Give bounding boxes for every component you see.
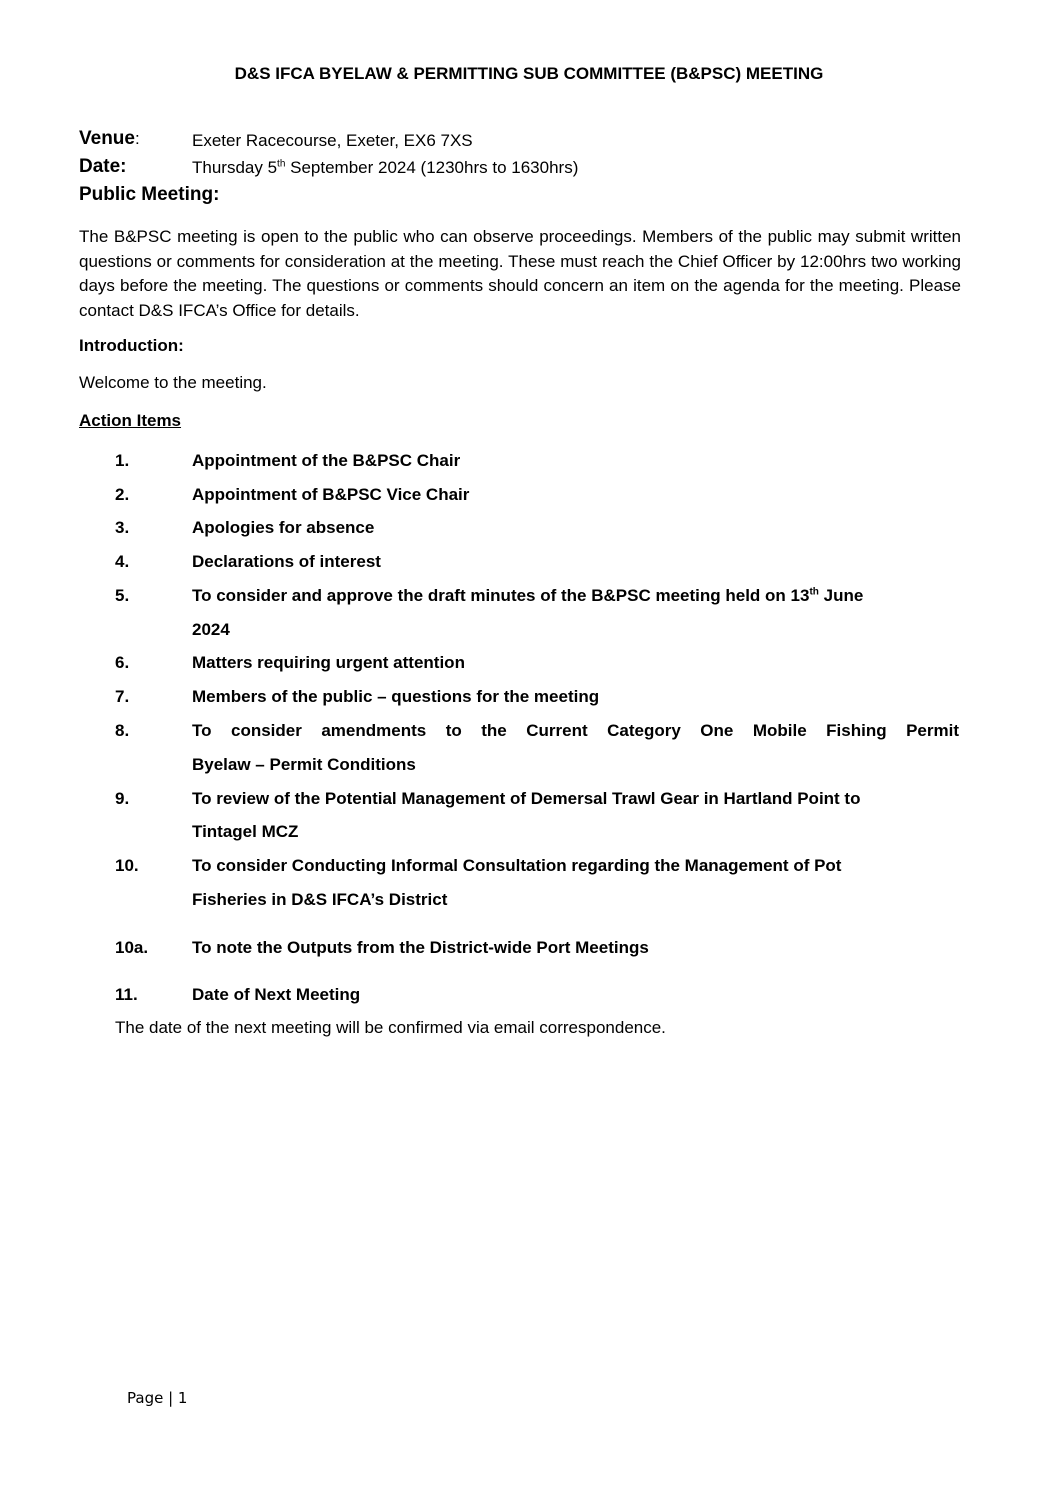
next-meeting-note: The date of the next meeting will be confirmed via email correspondence. (115, 1018, 666, 1037)
item-number: 4. (115, 552, 130, 571)
item-number: 6. (115, 653, 130, 672)
agenda-item: To consider and approve the draft minutes of the B&PSC meeting held on 13th June (192, 586, 864, 605)
date-value: Thursday 5th September 2024 (1230hrs to 1630hrs) (192, 158, 579, 177)
venue-label: Venue: (79, 128, 140, 149)
item-number: 1. (115, 451, 130, 470)
venue-value: Exeter Racecourse, Exeter, EX6 7XS (192, 131, 473, 150)
agenda-item-continuation: Fisheries in D&S IFCA’s District (192, 890, 448, 909)
item-number: 2. (115, 485, 130, 504)
agenda-item: Declarations of interest (192, 552, 381, 571)
date-label: Date: (79, 156, 127, 177)
public-meeting-heading: Public Meeting: (79, 184, 220, 205)
agenda-item: To consider amendments to the Current Category One Mobile Fishing Permit (192, 721, 959, 740)
item-number: 8. (115, 721, 130, 740)
agenda-item: To consider Conducting Informal Consultation regarding the Management of Pot (192, 856, 842, 875)
agenda-item: To note the Outputs from the District-wide Port Meetings (192, 938, 649, 957)
introduction-text: Welcome to the meeting. (79, 373, 267, 392)
item-number: 10. (115, 856, 139, 875)
item-number: 10a. (115, 938, 149, 957)
agenda-item: Members of the public – questions for the meeting (192, 687, 600, 706)
introduction-heading: Introduction: (79, 336, 184, 355)
page-footer: Page | 1 (127, 1389, 188, 1407)
item-number: 7. (115, 687, 130, 706)
item-number: 3. (115, 518, 130, 537)
agenda-item: Date of Next Meeting (192, 985, 361, 1004)
agenda-item: To review of the Potential Management of Demersal Trawl Gear in Hartland Point to (192, 789, 861, 808)
agenda-item-continuation: 2024 (192, 620, 230, 639)
document-title: D&S IFCA BYELAW & PERMITTING SUB COMMITTEE (B&PSC) MEETING (234, 64, 824, 83)
agenda-item: Appointment of B&PSC Vice Chair (192, 485, 470, 504)
item-number: 11. (115, 985, 138, 1004)
public-meeting-text: The B&PSC meeting is open to the public who can observe proceedings. Members of the public may submit written questions or comments for consideration at the meeting. These must reach the Chief Officer by 12:00hrs two working days before the meeting. The questions or comments should concern an item on the agenda for the meeting. Please contact D&S IFCA’s Office for details. (79, 227, 961, 320)
item-number: 5. (115, 586, 130, 605)
agenda-item: Appointment of the B&PSC Chair (192, 451, 461, 470)
agenda-item-continuation: Tintagel MCZ (192, 822, 299, 841)
action-items-heading: Action Items (79, 411, 182, 430)
agenda-item: Matters requiring urgent attention (192, 653, 465, 672)
agenda-item-continuation: Byelaw – Permit Conditions (192, 755, 416, 774)
item-number: 9. (115, 789, 130, 808)
agenda-item: Apologies for absence (192, 518, 375, 537)
